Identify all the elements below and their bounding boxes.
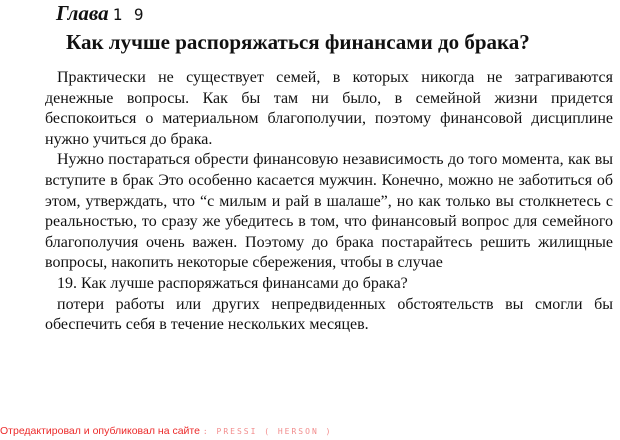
footer-credit [0,425,332,438]
paragraph: Практически не существует семей, в которых никогда не затрагиваются денежные вопросы. Как бы там ни было, в семейной жизни придется беспокоиться о материальном благополучии, поэтому финансовой дисциплине нужно учиться до брака. [45,69,613,148]
footer-credit-text: Отредактировал и опубликовал на сайте [0,425,200,437]
paragraph: 19. Как лучше распоряжаться финансами до брака? [57,274,408,292]
body-text [45,68,613,336]
chapter-label: Глава [56,1,109,25]
paragraph: Нужно постараться обрести финансовую независимость до того момента, как вы вступите в брак Это особенно касается мужчин. Конечно, можно не заботиться об этом, утверждать, что “с милым и рай в шалаше”, но как только вы столкнетесь с реальностью, то сразу же убедитесь в том, что финансовый вопрос для семейного благополучия очень важен. Поэтому до брака постарайтесь решить жилищные вопросы, накопить некоторые сбережения, чтобы в случае [45,151,613,272]
footer-site-brand: : PRESSI ( HERSON ) [202,427,333,436]
chapter-heading [56,0,145,28]
chapter-number: 1 9 [112,5,145,24]
paragraph: потери работы или других непредвиденных обстоятельств вы смогли бы обеспечить себя в течение нескольких месяцев. [45,295,613,334]
chapter-title: Как лучше распоряжаться финансами до брака? [66,30,530,54]
